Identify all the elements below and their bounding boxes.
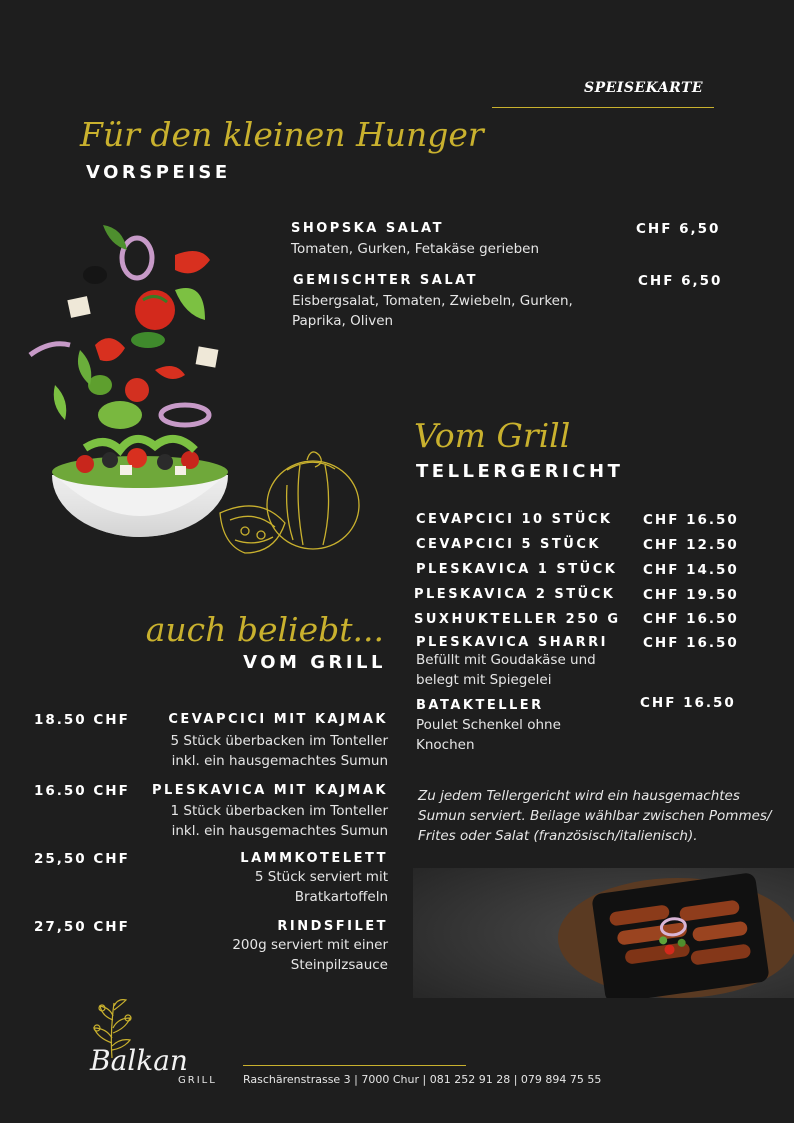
menu-item-price: CHF 6,50 — [638, 273, 723, 289]
menu-item-description: Bratkartoffeln — [294, 889, 388, 905]
menu-item-price: CHF 12.50 — [643, 537, 739, 553]
menu-item-name: CEVAPCICI 5 STÜCK — [416, 537, 601, 552]
menu-header-label: SPEISEKARTE — [584, 80, 704, 96]
section-title-grill: Vom Grill — [414, 416, 571, 455]
menu-item-price: CHF 19.50 — [643, 587, 739, 603]
header-divider — [492, 107, 714, 108]
menu-item-name: SUXHUKTELLER 250 G — [414, 612, 621, 627]
menu-item-price: 16.50 CHF — [34, 783, 130, 799]
menu-item-name: SHOPSKA SALAT — [291, 221, 444, 236]
side-dish-note: Zu jedem Tellergericht wird ein hausgemachtes Sumun serviert. Beilage wählbar zwischen Pommes/ Frites oder Salat (französisch/italienisch). — [418, 788, 772, 844]
menu-item-description: 5 Stück serviert mit — [254, 869, 388, 885]
menu-item-name: CEVAPCICI MIT KAJMAK — [168, 712, 388, 727]
brand-logo-text: Balkan — [90, 1044, 188, 1077]
menu-item-description: Tomaten, Gurken, Fetakäse gerieben — [291, 241, 540, 257]
menu-item-description: Poulet Schenkel ohne Knochen — [416, 717, 561, 753]
menu-item-price: CHF 14.50 — [643, 562, 739, 578]
menu-item-price: CHF 6,50 — [636, 221, 721, 237]
section-title-starters: Für den kleinen Hunger — [80, 115, 484, 154]
brand-logo-subtext: GRILL — [178, 1075, 217, 1086]
menu-item-price: CHF 16.50 — [640, 695, 736, 711]
section-subtitle-starters: VORSPEISE — [86, 162, 231, 183]
grilled-sausages-image — [413, 868, 794, 998]
menu-item-price: CHF 16.50 — [643, 611, 739, 627]
section-subtitle-popular: VOM GRILL — [243, 652, 386, 673]
footer-address: Raschärenstrasse 3 | 7000 Chur | 081 252 91 28 | 079 894 75 55 — [243, 1073, 602, 1086]
menu-item-name: PLESKAVICA 2 STÜCK — [414, 587, 616, 602]
menu-item-name: PLESKAVICA SHARRI — [416, 635, 608, 650]
menu-item-price: CHF 16.50 — [643, 512, 739, 528]
tomato-sketch-image — [215, 445, 365, 560]
menu-item-description: inkl. ein hausgemachtes Sumun — [171, 753, 388, 769]
section-title-popular: auch beliebt... — [145, 610, 384, 649]
menu-item-name: CEVAPCICI 10 STÜCK — [416, 512, 613, 527]
menu-item-description: Befüllt mit Goudakäse und belegt mit Spiegelei — [416, 652, 596, 688]
footer-divider — [243, 1065, 466, 1066]
menu-item-description: 1 Stück überbacken im Tonteller — [170, 803, 388, 819]
section-subtitle-grill: TELLERGERICHT — [416, 461, 624, 482]
menu-item-description: inkl. ein hausgemachtes Sumun — [171, 823, 388, 839]
menu-item-name: GEMISCHTER SALAT — [293, 273, 479, 288]
menu-item-name: PLESKAVICA 1 STÜCK — [416, 562, 618, 577]
menu-item-price: 27,50 CHF — [34, 919, 130, 935]
menu-item-price: CHF 16.50 — [643, 635, 739, 651]
menu-item-name: RINDSFILET — [277, 919, 388, 934]
menu-item-name: LAMMKOTELETT — [240, 851, 388, 866]
menu-item-price: 18.50 CHF — [34, 712, 130, 728]
menu-item-description: 200g serviert mit einer — [232, 937, 388, 953]
menu-item-description: Steinpilzsauce — [290, 957, 388, 973]
menu-item-description: Eisbergsalat, Tomaten, Zwiebeln, Gurken, Paprika, Oliven — [292, 293, 573, 329]
menu-item-description: 5 Stück überbacken im Tonteller — [170, 733, 388, 749]
menu-item-name: BATAKTELLER — [416, 698, 544, 713]
menu-item-price: 25,50 CHF — [34, 851, 130, 867]
menu-item-name: PLESKAVICA MIT KAJMAK — [151, 783, 388, 798]
